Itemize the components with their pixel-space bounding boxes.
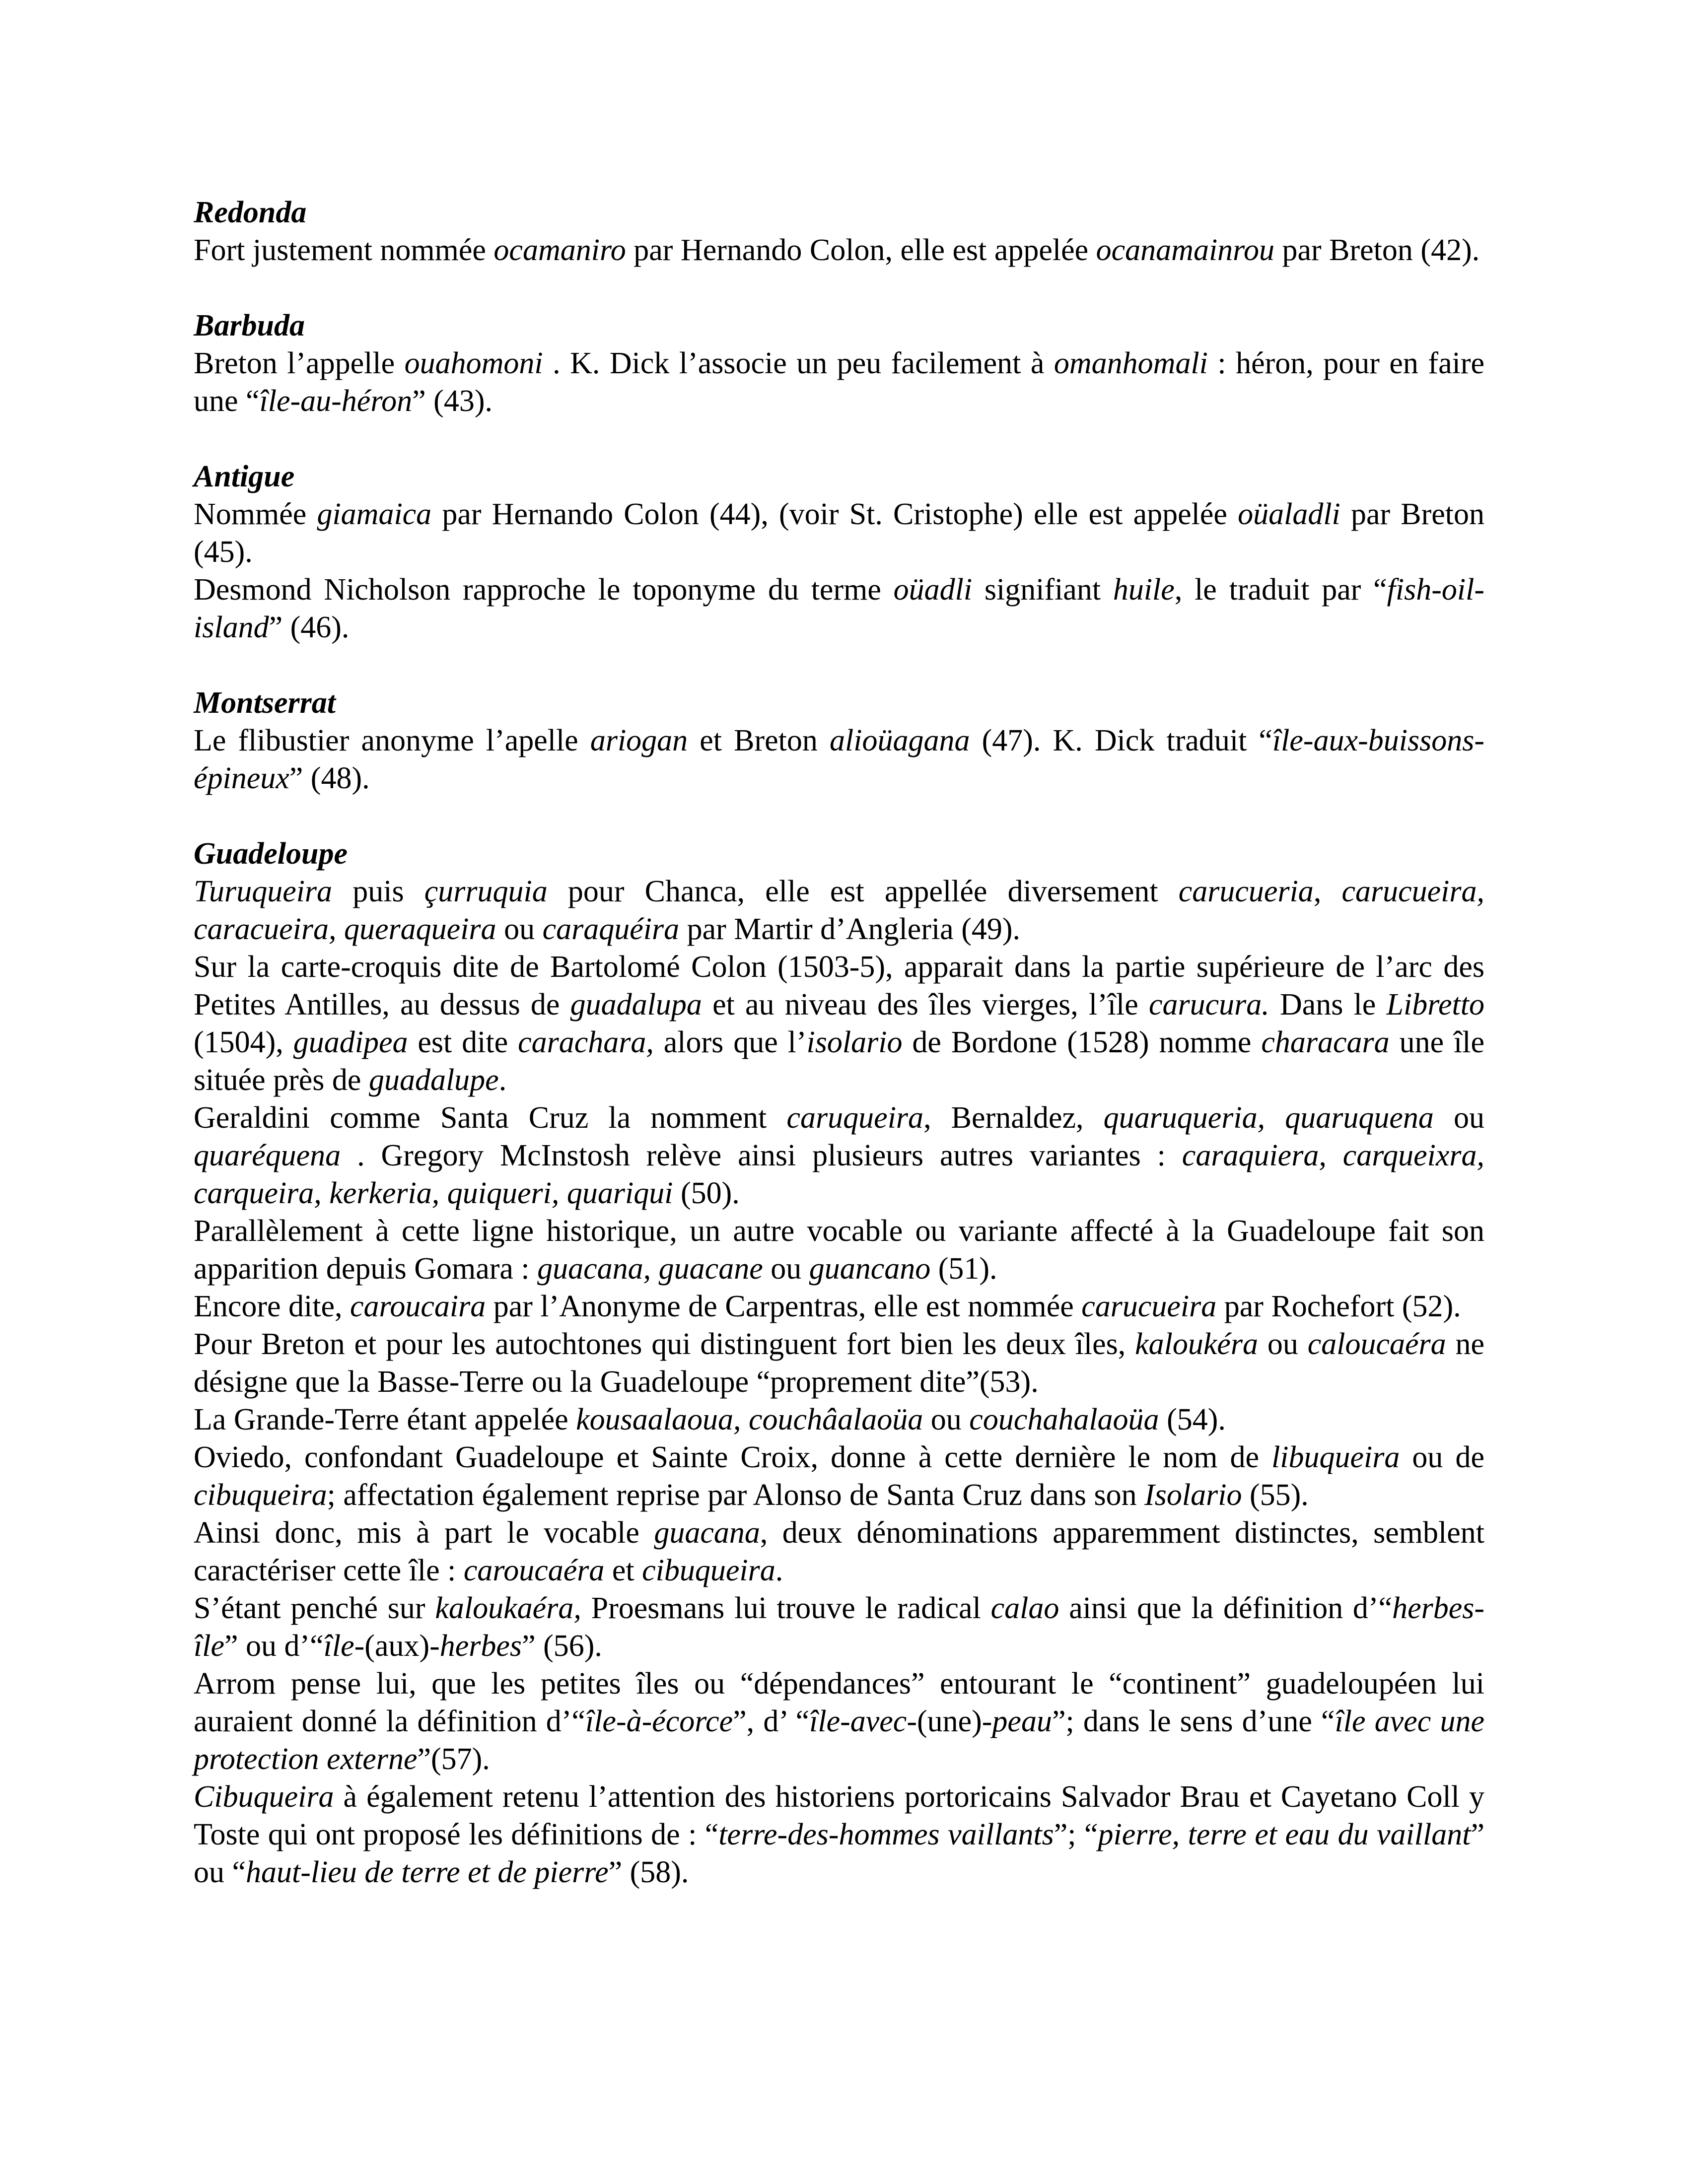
italic-term: carachara,	[518, 1025, 654, 1059]
text-run: .	[775, 1554, 783, 1587]
text-run: ” (58).	[608, 1855, 689, 1889]
italic-term: caroucaira	[350, 1290, 486, 1323]
section-heading: Redonda	[194, 196, 307, 229]
italic-term: çurruquia	[424, 875, 548, 908]
italic-term: caloucaéra	[1307, 1327, 1446, 1361]
section-redonda	[194, 194, 1484, 269]
italic-term: carucura.	[1148, 988, 1269, 1022]
text-run: ” (43).	[412, 384, 492, 418]
italic-term: île-aux-buissons-épineux	[194, 724, 1484, 795]
paragraph	[194, 495, 1484, 571]
italic-term: cibuqueira	[642, 1554, 775, 1587]
text-run: , le traduit par “	[1174, 573, 1387, 607]
text-run: une île située près de	[194, 1025, 1484, 1097]
text-run: Ainsi donc, mis à part le vocable	[194, 1516, 654, 1550]
italic-term: kaloukéra	[1135, 1327, 1259, 1361]
paragraph	[194, 948, 1484, 1099]
section-barbuda	[194, 307, 1484, 420]
section-guadeloupe	[194, 835, 1484, 1891]
section-antigue	[194, 458, 1484, 646]
text-run: ou	[923, 1403, 970, 1436]
italic-term: quaréquena	[194, 1139, 341, 1172]
text-run: ou	[763, 1252, 809, 1286]
italic-term: carucueria	[1178, 875, 1314, 908]
paragraph	[194, 1325, 1484, 1401]
paragraph	[194, 344, 1484, 420]
text-run: et Breton	[688, 724, 830, 757]
paragraph	[194, 1589, 1484, 1665]
text-run: ou de	[1400, 1440, 1484, 1474]
section-montserrat	[194, 684, 1484, 797]
italic-term: haut-lieu de terre et de pierre	[246, 1855, 609, 1889]
paragraph	[194, 1099, 1484, 1212]
text-run: par Breton (45).	[194, 497, 1485, 569]
text-run: Le flibustier anonyme l’apelle	[194, 724, 590, 757]
text-run: ”; dans le sens d’une “	[1052, 1705, 1335, 1738]
italic-term: oüaladli	[1238, 497, 1340, 531]
italic-term: characara	[1261, 1025, 1390, 1059]
text-run: et au niveau des îles vierges, l’île	[702, 988, 1149, 1022]
paragraph	[194, 231, 1484, 269]
paragraph	[194, 1665, 1484, 1778]
italic-term: couchahalaoüa	[969, 1403, 1159, 1436]
text-run: ”(57).	[417, 1742, 490, 1776]
text-run: ,	[1313, 875, 1342, 908]
text-run: La Grande-Terre étant appelée	[194, 1403, 576, 1436]
text-run: Pour Breton et pour les autochtones qui distinguent fort bien les deux îles,	[194, 1327, 1135, 1361]
paragraph	[194, 722, 1484, 797]
section-heading: Guadeloupe	[194, 837, 348, 871]
italic-term: libuqueira	[1271, 1440, 1400, 1474]
italic-term: caruqueira	[786, 1101, 924, 1135]
section-heading: Antigue	[194, 460, 295, 493]
italic-term: guadipea	[293, 1025, 408, 1059]
text-run: (55).	[1242, 1478, 1309, 1512]
italic-term: île-	[323, 1629, 365, 1663]
italic-term: Cibuqueira	[194, 1780, 334, 1814]
text-run: (une)	[916, 1705, 982, 1738]
italic-term: calao	[990, 1591, 1059, 1625]
text-run: Sur la carte-croquis dite de Bartolomé Colon (1503-5), apparait dans la partie supérieure de l’arc des Petites Antilles, au dessus de	[194, 950, 1484, 1022]
text-run: , Bernaldez,	[923, 1101, 1104, 1135]
italic-term: caraquéira	[542, 912, 680, 946]
text-run: , deux dénominations apparemment distinctes, semblent caractériser cette île :	[194, 1516, 1484, 1587]
italic-term: île-à-écorce	[585, 1705, 733, 1738]
italic-term: guadalupe	[368, 1063, 499, 1097]
italic-term: pierre, terre et eau du vaillant	[1098, 1818, 1471, 1851]
italic-term: alioüagana	[830, 724, 970, 757]
paragraph	[194, 873, 1484, 948]
text-run: par Breton (42).	[1274, 233, 1480, 267]
text-run: Encore dite,	[194, 1290, 351, 1323]
italic-term: Libretto	[1386, 988, 1485, 1022]
section-heading: Montserrat	[194, 686, 336, 720]
text-run: Dans le	[1269, 988, 1387, 1022]
text-run: alors que l’	[653, 1025, 807, 1059]
italic-term: guacana	[654, 1516, 760, 1550]
document-page	[194, 194, 1484, 1929]
italic-term: terre-des-hommes vaillants	[718, 1818, 1054, 1851]
italic-term: île-avec-	[809, 1705, 917, 1738]
text-run: ou	[496, 912, 543, 946]
text-run: Oviedo, confondant Guadeloupe et Sainte Croix, donne à cette dernière le nom de	[194, 1440, 1272, 1474]
italic-term: kousaalaoua, couchâalaoüa	[576, 1403, 923, 1436]
text-run: . K. Dick l’associe un peu facilement à	[543, 346, 1054, 380]
text-run: par Martir d’Angleria (49).	[679, 912, 1020, 946]
paragraph	[194, 1514, 1484, 1589]
paragraph	[194, 1288, 1484, 1325]
text-run: (51).	[930, 1252, 997, 1286]
text-run: .	[498, 1063, 507, 1097]
text-run: Breton l’appelle	[194, 346, 405, 380]
italic-term: oüadli	[893, 573, 973, 607]
italic-term: caroucaéra	[463, 1554, 605, 1587]
italic-term: Turuqueira	[194, 875, 333, 908]
paragraph	[194, 1438, 1484, 1514]
section-heading: Barbuda	[194, 309, 305, 342]
text-run: Parallèlement à cette ligne historique, un autre vocable ou variante affecté à la Guadeloupe fait son apparition depuis Gomara :	[194, 1214, 1484, 1286]
italic-term: Isolario	[1144, 1478, 1242, 1512]
paragraph	[194, 1212, 1484, 1288]
text-run: Desmond Nicholson rapproche le toponyme du terme	[194, 573, 894, 607]
paragraph	[194, 1401, 1484, 1438]
italic-term: cibuqueira	[194, 1478, 327, 1512]
text-run: . Gregory McInstosh relève ainsi plusieurs autres variantes :	[341, 1139, 1182, 1172]
text-run: et	[604, 1554, 642, 1587]
italic-term: kaloukaéra,	[435, 1591, 581, 1625]
italic-term: ouahomoni	[404, 346, 543, 380]
italic-term: herbes-île	[194, 1591, 1485, 1663]
text-run: ” (56).	[522, 1629, 602, 1663]
italic-term: guadalupa	[570, 988, 702, 1022]
text-run: Nommée	[194, 497, 317, 531]
text-run: Proesmans lui trouve le radical	[581, 1591, 991, 1625]
text-run: pour Chanca, elle est appellée diversement	[547, 875, 1179, 908]
text-run: par Hernando Colon, elle est appelée	[626, 233, 1096, 267]
paragraph	[194, 571, 1484, 646]
text-run: ”; “	[1054, 1818, 1098, 1851]
text-run: à également retenu l’attention des historiens portoricains Salvador Brau et Cayetano Coll y Toste qui ont proposé les définitions de : “	[194, 1780, 1484, 1851]
italic-term: -herbes	[429, 1629, 522, 1663]
text-run: Geraldini comme Santa Cruz la nomment	[194, 1101, 787, 1135]
paragraph	[194, 1778, 1484, 1891]
italic-term: caraquiera, carqueixra, carqueira, kerkeria, quiqueri, quariqui	[194, 1139, 1484, 1210]
text-run: signifiant	[972, 573, 1113, 607]
text-run: ” (46).	[269, 611, 350, 644]
text-run: (50).	[673, 1176, 740, 1210]
text-run: S’étant penché sur	[194, 1591, 435, 1625]
text-run: puis	[332, 875, 424, 908]
text-run: ainsi que la définition d’“	[1059, 1591, 1393, 1625]
text-run: ” ou “	[194, 1818, 1485, 1889]
italic-term: guancano	[809, 1252, 931, 1286]
text-run: par l’Anonyme de Carpentras, elle est nommée	[486, 1290, 1082, 1323]
italic-term: carucueira, caracueira, queraqueira	[194, 875, 1485, 946]
text-run: ”, d’ “	[733, 1705, 810, 1738]
text-run: ou	[1433, 1101, 1484, 1135]
text-run: ne désigne que la Basse-Terre ou la Guadeloupe “proprement dite”(53).	[194, 1327, 1484, 1399]
text-run: (54).	[1159, 1403, 1226, 1436]
text-run: ” ou d’“	[224, 1629, 324, 1663]
italic-term: guacana, guacane	[537, 1252, 763, 1286]
text-run: Arrom pense lui, que les petites îles ou “dépendances” entourant le “continent” guadeloupéen lui auraient donné la définition d’“	[194, 1667, 1484, 1738]
italic-term: isolario	[806, 1025, 903, 1059]
italic-term: île avec une protection externe	[194, 1705, 1485, 1776]
italic-term: fish-oil-island	[194, 573, 1484, 644]
italic-term: ocanamainrou	[1096, 233, 1275, 267]
italic-term: omanhomali	[1054, 346, 1208, 380]
italic-term: giamaica	[317, 497, 432, 531]
text-run: ; affectation également reprise par Alonso de Santa Cruz dans son	[327, 1478, 1145, 1512]
italic-term: ocamaniro	[493, 233, 626, 267]
italic-term: île-au-héron	[259, 384, 413, 418]
text-run: : héron, pour en faire une “	[194, 346, 1484, 418]
italic-term: -peau	[982, 1705, 1052, 1738]
text-run: (47). K. Dick traduit “	[970, 724, 1272, 757]
text-run: (1504),	[194, 1025, 293, 1059]
italic-term: carucueira	[1081, 1290, 1217, 1323]
text-run: est dite	[408, 1025, 518, 1059]
italic-term: quaruqueria, quaruquena	[1103, 1101, 1434, 1135]
italic-term: ariogan	[590, 724, 688, 757]
text-run: Fort justement nommée	[194, 233, 494, 267]
text-run: de Bordone (1528) nomme	[902, 1025, 1262, 1059]
text-run: par Hernando Colon (44), (voir St. Cristophe) elle est appelée	[431, 497, 1238, 531]
text-run: ou	[1258, 1327, 1308, 1361]
italic-term: huile	[1113, 573, 1175, 607]
text-run: par Rochefort (52).	[1216, 1290, 1461, 1323]
text-run: ” (48).	[289, 761, 370, 795]
text-run: (aux)	[364, 1629, 430, 1663]
